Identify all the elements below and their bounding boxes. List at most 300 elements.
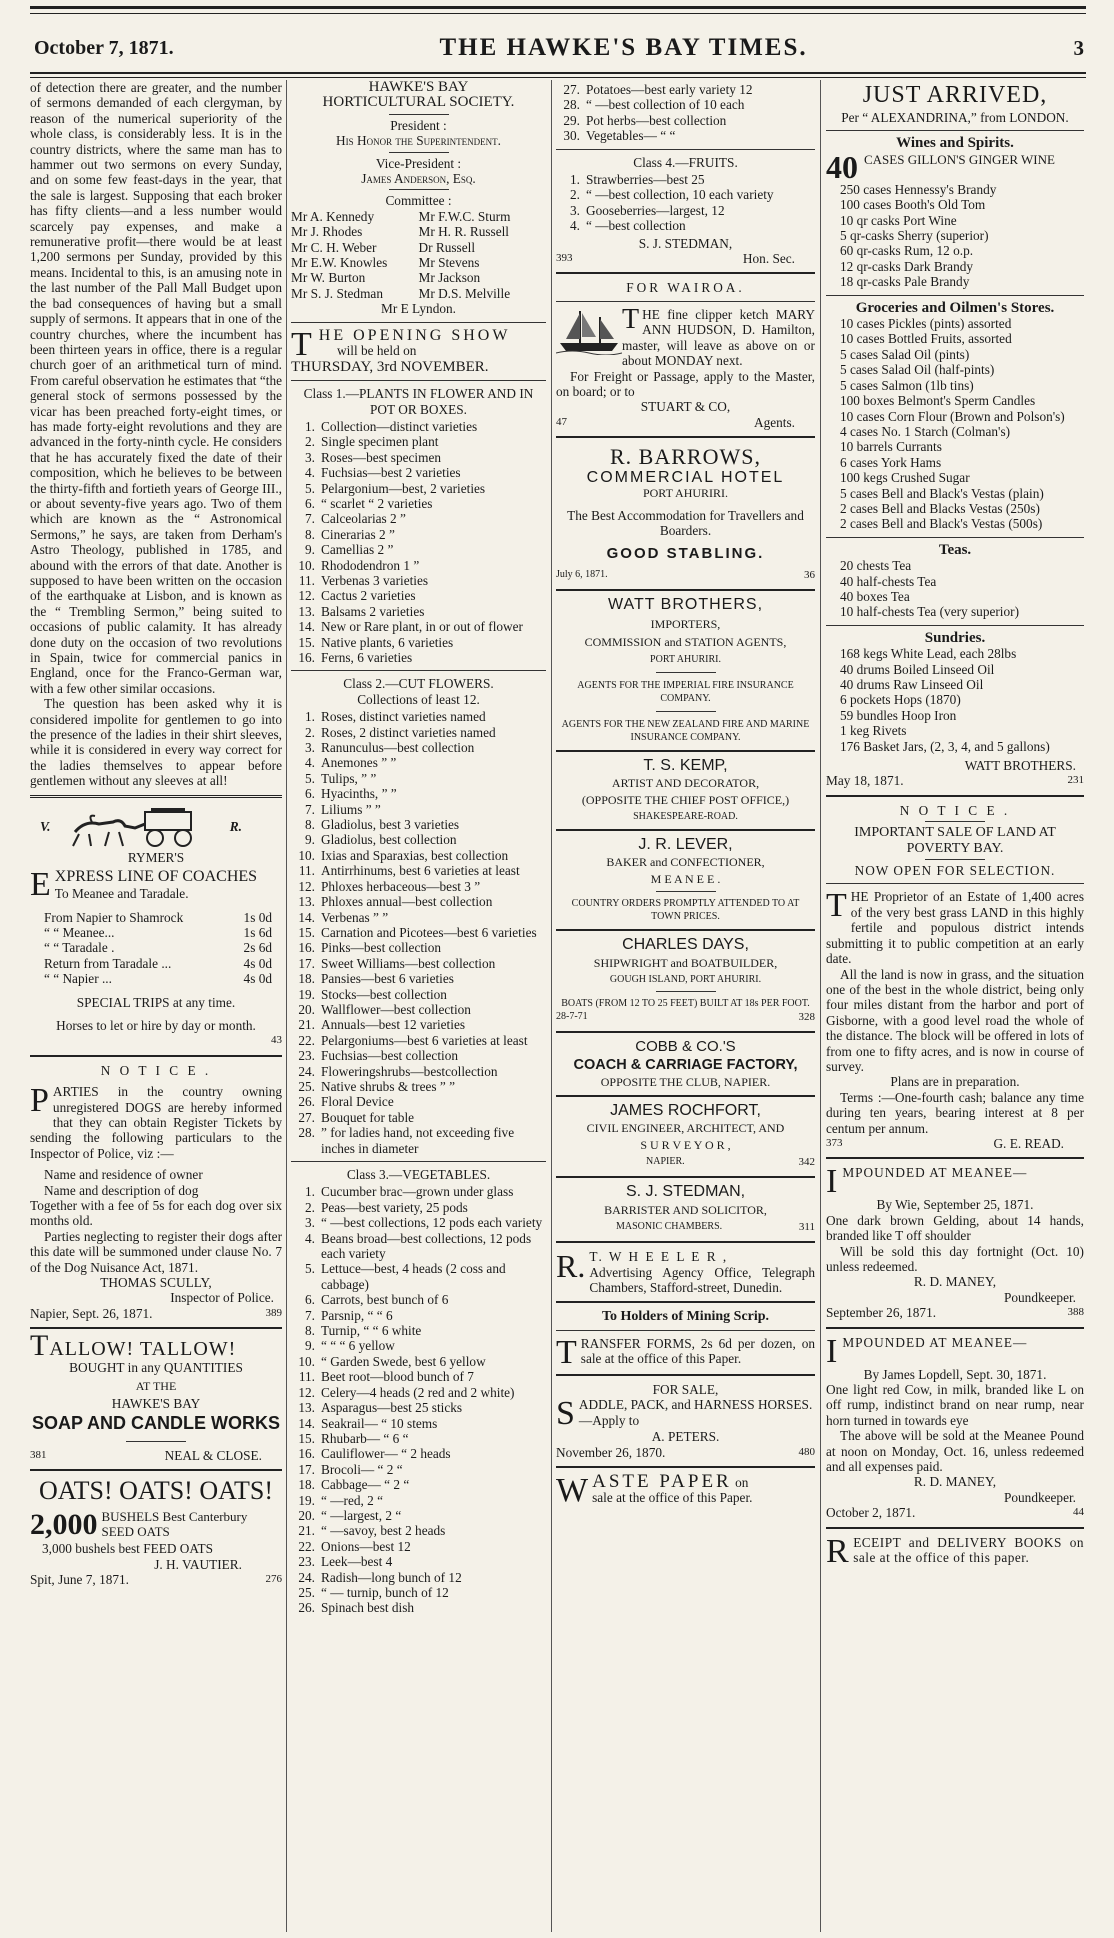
list-item-number: 24. [298,1569,315,1585]
list-item-number: 21. [298,1017,315,1033]
impounded-date: September 26, 1871. [826,1305,937,1321]
rochfort-name: JAMES ROCHFORT, [610,1101,761,1119]
divider [826,537,1084,538]
column-2 [291,80,546,1932]
class-heading: Class 1.—PLANTS IN FLOWER AND IN POT OR BOXES. [303,386,534,417]
list-item-text: Celery—4 heads (2 red and 2 white) [321,1384,515,1400]
list-item-number: 12. [298,588,315,604]
sale-signatory: A. PETERS. [651,1429,720,1445]
coach-fares [30,910,282,987]
list-item [291,1462,546,1477]
list-item [291,588,546,603]
lever-name: J. R. LEVER, [638,835,733,853]
list-item-number: 22. [298,1538,315,1554]
list-item [291,1048,546,1063]
list-item-number: 30. [563,128,580,144]
tallow-advert [30,1329,282,1464]
list-item [556,113,815,128]
list-item [291,1431,546,1446]
list-item [291,1292,546,1307]
society-name: HAWKE'S BAY [368,80,469,95]
list-item-text: Stocks—best collection [321,986,447,1002]
barrows-hotel: COMMERCIAL HOTEL [586,469,785,487]
list-item-text: Native plants, 6 varieties [321,634,454,650]
stock-item: 40 half-chests Tea [840,573,937,589]
wairoa-agents: Agents. [754,414,795,430]
list-item-text: Rhododendron 1 ” [321,557,420,573]
divider [291,1161,546,1162]
committee-member: Mr J. Rhodes [291,224,363,240]
list-item-text: Ixias and Sparaxias, best collection [321,847,509,863]
fare-route: “ “ Taradale . [44,940,115,956]
list-item [291,971,546,986]
list-item [291,511,546,526]
mining-scrip-advert [556,1309,815,1371]
rochfort-advert [556,1103,815,1171]
list-item-number: 13. [298,894,315,910]
divider [556,1241,815,1243]
list-item-number: 19. [298,986,315,1002]
list-item-number: 11. [298,572,315,588]
list-item-number: 14. [298,1415,315,1431]
drop-cap: R [826,1532,850,1570]
list-item [291,1416,546,1431]
divider [556,272,815,274]
wheeler-body: Advertising Agency Office, Telegraph Chambers, Stafford-street, Dunedin. [589,1264,815,1296]
list-item [291,1308,546,1323]
list-item-text: Beet root—blood bunch of 7 [321,1369,474,1385]
list-item-text: “ “ “ 6 yellow [321,1338,395,1354]
class-heading: Class 4.—FRUITS. [633,154,738,170]
notice-item: Name and residence of owner [44,1167,203,1183]
drop-cap: T [30,1329,50,1363]
vice-president-label: Vice-President : [375,155,462,171]
notice-item: Name and description of dog [44,1182,199,1198]
stock-item: 2 cases Bell and Blacks Vestas (250s) [840,500,1040,516]
teas-list [826,558,1084,620]
stock-item: 100 cases Booth's Old Tom [840,197,986,213]
kemp-line: ARTIST AND DECORATOR, [611,775,760,790]
stedman-name: S. J. STEDMAN, [625,1183,746,1201]
ginger-wine-item: CASES GILLON'S GINGER WINE [864,151,1055,167]
stock-item: 10 qr casks Port Wine [840,212,957,228]
list-item-text: Cabbage— “ 2 “ [321,1477,410,1493]
list-item-text: Floweringshrubs—bestcollection [321,1063,498,1079]
fare-price: 1s 0d [243,909,272,925]
class-subheading: Collections of least 12. [357,691,480,707]
kemp-line: (OPPOSITE THE CHIEF POST OFFICE,) [581,792,790,807]
drop-cap: I [826,1163,839,1201]
list-item-number: 6. [305,495,315,511]
rochfort-location: NAPIER. [646,1156,685,1167]
list-item [291,1231,546,1262]
drop-cap: I [826,1332,839,1370]
list-item-text: Pelargoniums—best 6 varieties at least [321,1032,528,1048]
stock-item: 5 cases Bell and Black's Vestas (plain) [840,485,1044,501]
list-item [291,1585,546,1600]
cobb-location: OPPOSITE THE CLUB, NAPIER. [600,1074,771,1089]
notice-heading: N O T I C E . [899,802,1011,818]
list-item-number: 1. [305,1184,315,1200]
list-item-number: 15. [298,924,315,940]
list-item-number: 1. [570,172,580,188]
divider [291,380,546,381]
divider [826,1527,1084,1529]
divider [556,1374,815,1376]
list-item-number: 10. [298,1353,315,1369]
list-item [291,802,546,817]
watt-signatory: WATT BROTHERS. [964,758,1076,774]
notice-heading: N O T I C E . [100,1062,212,1078]
list-item-text: Roses, 2 distinct varieties named [321,724,496,740]
oats-line: BUSHELS Best Canterbury SEED OATS [101,1509,248,1540]
impounded-terms: The above will be sold at the Meanee Pound at noon on Monday, Oct. 16, unless redeemed and all expenses paid. [826,1428,1084,1475]
advert-code: 43 [271,1034,282,1047]
waste-body: sale at the office of this Paper. [592,1490,753,1506]
days-name: CHARLES DAYS, [622,936,749,954]
list-item-number: 7. [305,511,315,527]
list-item-text: Cucumber brac—grown under glass [321,1184,514,1200]
stock-item: 10 cases Corn Flour (Brown and Polson's) [840,408,1065,424]
waste-on: on [735,1475,749,1491]
committee-member: Mr Stevens [418,255,480,271]
committee-member: Mr E Lyndon. [381,301,456,317]
days-advert [556,937,815,1025]
divider [826,1157,1084,1159]
list-item-text: “ —largest, 2 “ [321,1507,402,1523]
divider [556,1095,815,1097]
stock-item: 4 cases No. 1 Starch (Colman's) [840,423,1011,439]
list-item [291,925,546,940]
list-item-number: 18. [298,1477,315,1493]
advert-code: 480 [798,1445,815,1458]
list-item-number: 1. [305,709,315,725]
stock-item: 100 kegs Crushed Sugar [840,470,970,486]
list-item [291,1446,546,1461]
list-item [291,1184,546,1199]
list-item [291,940,546,955]
list-item [291,1338,546,1353]
list-item-number: 28. [563,97,580,113]
list-item [291,1539,546,1554]
days-date: 28-7-71 [556,1010,588,1022]
stock-item: 10 cases Bottled Fruits, assorted [840,331,1012,347]
list-item [556,172,815,187]
list-item-number: 19. [298,1492,315,1508]
list-item-number: 12. [298,878,315,894]
list-item [291,755,546,770]
list-item-text: Beans broad—best collections, 12 pods each variety [321,1230,532,1262]
list-item-number: 11. [298,863,315,879]
list-item [291,1554,546,1569]
list-item [291,465,546,480]
list-item-number: 14. [298,619,315,635]
committee-label: Committee : [385,193,452,209]
list-item [291,817,546,832]
list-item-number: 17. [298,1461,315,1477]
list-item-number: 4. [305,1230,315,1246]
wheeler-advert [556,1249,815,1295]
list-item-number: 13. [298,1400,315,1416]
list-item-text: Peas—best variety, 25 pods [321,1199,468,1215]
sundries-heading: Sundries. [924,629,986,646]
list-item-number: 4. [305,465,315,481]
list-item [291,1354,546,1369]
wairoa-signatory: STUART & CO, [640,399,731,415]
list-item-text: Anemones ” ” [321,755,397,771]
list-item-number: 5. [305,480,315,496]
list-item [291,1033,546,1048]
list-item [291,1261,546,1292]
list-item [291,496,546,511]
list-item-text: ” for ladies hand, not exceeding five inches in diameter [321,1125,515,1156]
impounded-description: One dark brown Gelding, about 14 hands, branded like T off shoulder [826,1212,1084,1244]
receipt-body: ECEIPT and DELIVERY BOOKS on sale at the office of this paper. [853,1534,1084,1566]
list-item-text: “ —red, 2 “ [321,1492,384,1508]
list-item-number: 16. [298,940,315,956]
notice-signatory: THOMAS SCULLY, [100,1275,212,1291]
list-item-text: Ranunculus—best collection [321,740,475,756]
list-item-text: Balsams 2 varieties [321,603,425,619]
list-item-number: 17. [298,955,315,971]
list-item-text: Onions—best 12 [321,1538,411,1554]
tallow-headline: ALLOW! TALLOW! [49,1338,237,1361]
stock-item: 6 cases York Hams [840,454,942,470]
days-trade: SHIPWRIGHT and BOATBUILDER, [593,955,778,970]
land-selection-heading: NOW OPEN FOR SELECTION. [854,863,1056,879]
list-item [291,450,546,465]
list-item-number: 15. [298,1430,315,1446]
list-item [556,218,815,233]
list-item-text: Carrots, best bunch of 6 [321,1292,449,1308]
list-item [291,1110,546,1125]
list-item-text: Tulips, ” ” [321,770,377,786]
tallow-firm: NEAL & CLOSE. [164,1448,262,1464]
divider [556,929,815,931]
list-item [291,1400,546,1415]
list-item-text: Fuchsias—best collection [321,1048,459,1064]
list-item-number: 20. [298,1001,315,1017]
list-item-text: Ferns, 6 varieties [321,650,413,665]
wairoa-body: HE fine clipper ketch MARY ANN HUDSON, D. Hamilton, master, will leave as above on or about MONDAY next. [622,306,815,369]
list-item [291,1369,546,1384]
barrows-location: PORT AHURIRI. [642,485,729,500]
column-3 [556,80,815,1932]
kemp-address: SHAKESPEARE-ROAD. [633,810,738,822]
list-item-text: Rhubarb— “ 6 “ [321,1430,409,1446]
list-item-number: 10. [298,847,315,863]
list-item-number: 9. [305,1338,315,1354]
list-item-text: Antirrhinums, best 6 varieties at least [321,863,520,879]
list-item-text: Pansies—best 6 varieties [321,971,454,987]
list-item [291,1094,546,1109]
list-item [291,848,546,863]
list-item-text: New or Rare plant, in or out of flower [321,619,523,635]
oats-quantity: 2,000 [30,1508,98,1542]
land-terms: Terms :—One-fourth cash; balance any time during ten years, bearing interest at 8 per centum per annum. [826,1089,1084,1136]
oats-headline: OATS! OATS! OATS! [38,1476,273,1506]
list-item-number: 5. [305,1261,315,1277]
oats-line: 3,000 bushels best FEED OATS [42,1541,214,1557]
list-item [291,558,546,573]
stock-item: 250 cases Hennessy's Brandy [840,181,997,197]
rochfort-trade: S U R V E Y O R , [640,1138,731,1152]
show-line: will be held on [337,343,417,359]
notice-body: ARTIES in the country owning unregistered DOGS are hereby informed that they can obtain Register Tickets by sending the following particulars to the Inspector of Police, viz :— [30,1084,282,1161]
president-label: President : [390,117,447,133]
list-item-text: Floral Device [321,1094,394,1110]
wairoa-heading: FOR WAIROA. [626,280,745,296]
stedman-trade: BARRISTER AND SOLICITOR, [604,1202,767,1217]
list-item [556,203,815,218]
article-paragraph: The question has been asked why it is considered impolite for gentlemen to go into the presence of the ladies in their shirt sleeves, while it is considered in every way correct for the ladies themselves to appear before gentlemen without any sleeves at all! [30,696,282,789]
list-item-text: Asparagus—best 25 sticks [321,1400,463,1416]
list-item [291,725,546,740]
list-item [291,1002,546,1017]
days-note: BOATS (FROM 12 TO 25 FEET) BUILT AT 18s PER FOOT. [561,997,810,1009]
notice-place-date: Napier, Sept. 26, 1871. [30,1305,153,1321]
drop-cap: T [291,325,315,363]
divider [826,625,1084,626]
impounded-notice-2 [826,1332,1084,1521]
advert-code: 388 [1067,1306,1084,1319]
stock-item: 18 qr-casks Pale Brandy [840,274,970,290]
column-divider [551,80,552,1932]
impounded-terms: Will be sold this day fortnight (Oct. 10) unless redeemed. [826,1243,1084,1274]
list-item [556,128,815,143]
newspaper-title: THE HAWKE'S BAY TIMES. [439,34,808,61]
list-item-text: Gladiolus, best collection [321,832,457,848]
tallow-line: HAWKE'S BAY [111,1395,201,1411]
list-item-number: 29. [563,112,580,128]
list-item [556,82,815,97]
list-item [291,1064,546,1079]
ketch-ship-icon [556,307,622,355]
list-item [291,1493,546,1508]
watt-name: WATT BROTHERS, [607,596,764,614]
list-item-number: 21. [298,1523,315,1539]
list-item [291,481,546,496]
list-item [291,1508,546,1523]
teas-heading: Teas. [938,541,972,558]
list-item [291,1323,546,1338]
list-item-text: Strawberries—best 25 [586,172,705,188]
class-heading: Class 3.—VEGETABLES. [346,1167,491,1182]
column-1 [30,80,282,1932]
tallow-line: AT THE [135,1378,177,1393]
list-item-text: Cactus 2 varieties [321,588,416,604]
list-item-number: 5. [305,770,315,786]
watt-date: May 18, 1871. [826,773,904,789]
list-item-text: Cinerarias 2 ” [321,526,395,542]
for-sale-advert [556,1382,815,1460]
list-item-text: Verbenas 3 varieties [321,572,429,588]
list-item [291,1079,546,1094]
divider [556,1031,815,1033]
impounded-description: One light red Cow, in milk, branded like L on off rump, indistinct brand on near rump, near horn turned in towards eye [826,1382,1084,1428]
list-item-text: Radish—long bunch of 12 [321,1569,462,1585]
committee-member: Dr Russell [418,239,476,255]
divider [556,149,815,150]
list-item-text: Vegetables— “ “ [586,128,676,144]
coach-horses-hire: Horses to let or hire by day or month. [56,1017,256,1033]
divider [826,795,1084,797]
impounded-heading: MPOUNDED AT MEANEE— [842,1334,1028,1350]
drop-cap: E [30,866,51,904]
president-name: His Honor the Superintendent. [336,133,501,149]
column-4 [826,80,1084,1932]
drop-cap: R. [556,1248,586,1285]
masthead-rule [30,72,1086,78]
transfer-body: RANSFER FORMS, 2s 6d per dozen, on sale at the office of this Paper. [580,1335,815,1367]
committee-member: Mr F.W.C. Sturm [418,208,511,224]
list-item [291,910,546,925]
list-item [291,1477,546,1492]
list-item [291,1570,546,1585]
divider [556,1301,815,1303]
list-item-number: 14. [298,909,315,925]
secretary-title: Hon. Sec. [742,251,795,267]
mining-heading: To Holders of Mining Scrip. [601,1309,770,1325]
list-item-text: Single specimen plant [321,434,439,450]
divider [30,795,282,798]
coach-advert [30,804,282,1049]
secretary-name: S. J. STEDMAN, [638,235,733,251]
divider [30,1055,282,1057]
stock-item: 59 bundles Hoop Iron [840,707,957,723]
sale-body: ADDLE, PACK, and HARNESS HORSES.—Apply to [578,1397,813,1428]
fare-price: 1s 6d [243,924,272,940]
class-1-list [291,419,546,666]
divider [826,1327,1084,1329]
list-item [291,1600,546,1615]
list-item-number: 25. [298,1078,315,1094]
class-heading: Class 2.—CUT FLOWERS. [343,676,494,692]
committee-member: Mr E.W. Knowles [291,255,388,271]
stock-item: 60 qr-casks Rum, 12 o.p. [840,243,974,259]
barrows-date: July 6, 1871. [556,568,608,580]
list-item-text: “ —best collection of 10 each [586,97,745,113]
oats-advert [30,1477,282,1587]
watt-line: IMPORTERS, [650,616,721,631]
receipt-books-advert [826,1532,1084,1570]
kemp-advert [556,758,815,823]
list-item-text: Liliums ” ” [321,801,381,817]
fare-route: From Napier to Shamrock [44,909,184,925]
list-item-number: 6. [305,786,315,802]
fare-price: 4s 0d [243,971,272,987]
sale-heading: FOR SALE, [652,1381,719,1397]
waste-paper-advert [556,1471,815,1510]
vice-president-name: James Anderson, Esq. [361,171,476,187]
poundkeeper-name: R. D. MANEY, [913,1474,997,1490]
list-item-text: Phloxes herbaceous—best 3 ” [321,878,481,894]
list-item [291,619,546,634]
list-item-number: 3. [305,740,315,756]
list-item-text: Verbenas ” ” [321,909,389,925]
advert-code: 44 [1073,1506,1084,1519]
divider [556,829,815,831]
stock-item: 12 qr-casks Dark Brandy [840,258,974,274]
show-date: THURSDAY, 3rd NOVEMBER. [291,358,489,375]
coach-initial-r: R. [229,818,242,834]
stock-item: 40 drums Boiled Linseed Oil [840,661,995,677]
notice-signatory-title: Inspector of Police. [170,1290,274,1306]
just-arrived-ship: Per “ ALEXANDRINA,” from LONDON. [841,110,1069,125]
list-item [291,573,546,588]
list-item-text: Leek—best 4 [321,1554,393,1570]
divider [556,436,815,438]
